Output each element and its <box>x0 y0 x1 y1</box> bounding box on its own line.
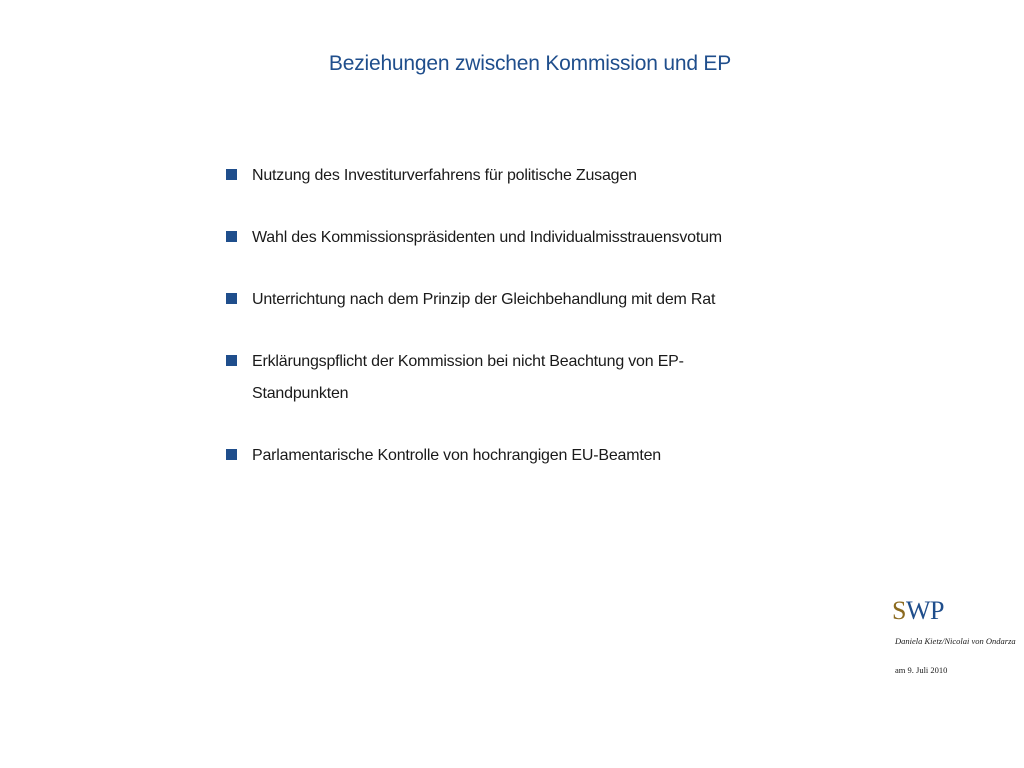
bullet-item <box>224 284 824 316</box>
bullet-item <box>224 440 824 472</box>
slide-title: Beziehungen zwischen Kommission und EP <box>328 52 732 75</box>
bullet-text: Erklärungspflicht der Kommission bei nicht Beachtung von EP-Standpunkten <box>252 353 684 402</box>
bullet-text: Wahl des Kommissionspräsidenten und Individualmisstrauensvotum <box>252 229 722 246</box>
square-bullet-icon <box>226 293 237 304</box>
bullet-item <box>224 160 824 192</box>
logo-letter-s: S <box>892 596 906 625</box>
bullet-text: Unterrichtung nach dem Prinzip der Gleichbehandlung mit dem Rat <box>252 291 716 308</box>
logo-letters-wp: WP <box>905 596 944 625</box>
author-names: Daniela Kietz/Nicolai von Ondarza <box>895 636 1016 646</box>
square-bullet-icon <box>226 355 237 366</box>
bullet-item <box>224 346 772 410</box>
bullet-item <box>224 222 824 254</box>
square-bullet-icon <box>226 231 237 242</box>
bullet-list <box>224 160 824 502</box>
square-bullet-icon <box>226 449 237 460</box>
presentation-date: am 9. Juli 2010 <box>895 665 948 675</box>
swp-logo <box>892 596 944 626</box>
bullet-text: Parlamentarische Kontrolle von hochrangigen EU-Beamten <box>252 447 661 464</box>
square-bullet-icon <box>226 169 237 180</box>
bullet-text: Nutzung des Investiturverfahrens für politische Zusagen <box>252 167 637 184</box>
